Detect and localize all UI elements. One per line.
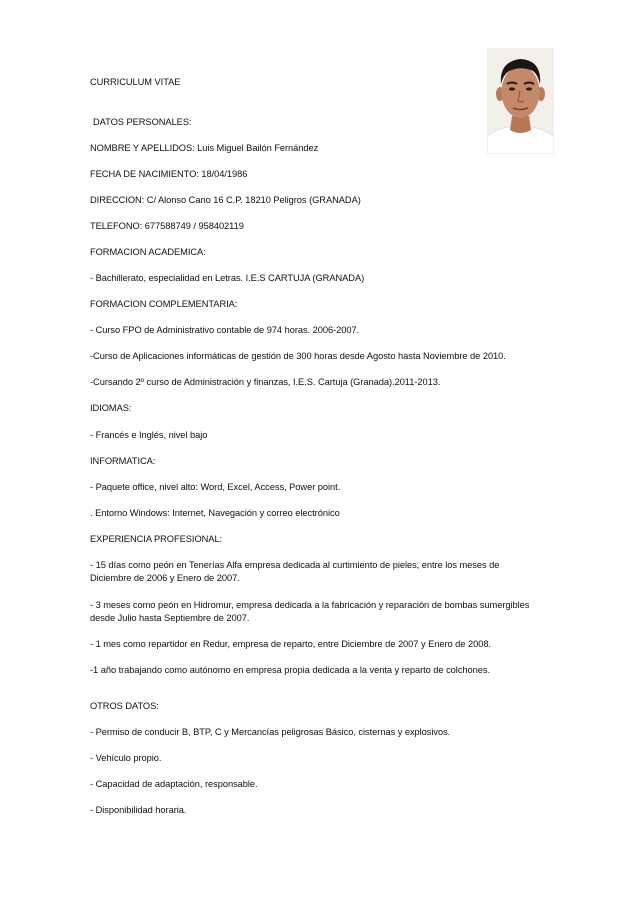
academic-heading: FORMACION ACADEMICA: <box>90 247 206 257</box>
other-item: - Permiso de conducir B, BTP, C y Mercancías peligrosas Básico, cisternas y explosivos. <box>90 727 451 737</box>
complementary-item: -Cursando 2º curso de Administración y finanzas, I.E.S. Cartuja (Granada).2011-2013. <box>90 377 441 387</box>
personal-name: NOMBRE Y APELLIDOS: Luis Miguel Bailón Fernández <box>90 143 319 153</box>
other-item: - Capacidad de adaptación, responsable. <box>90 779 258 789</box>
profile-photo <box>487 48 554 154</box>
academic-item: - Bachillerato, especialidad en Letras. I.E.S CARTUJA (GRANADA) <box>90 273 365 283</box>
personal-birth: FECHA DE NACIMIENTO: 18/04/1986 <box>90 169 248 179</box>
experience-item: -1 año trabajando como autónomo en empresa propia dedicada a la venta y reparto de colchones. <box>90 665 491 675</box>
complementary-item: -Curso de Aplicaciones informáticas de gestión de 300 horas desde Agosto hasta Noviembre de 2010. <box>90 351 506 361</box>
experience-item: - 3 meses como peón en Hidromur, empresa dedicada a la fabricación y reparación de bombas sumergibles desde Julio hasta Septiembre de 2007. <box>90 600 530 623</box>
computing-heading: INFORMATICA: <box>90 456 156 466</box>
complementary-item: - Curso FPO de Administrativo contable de 974 horas. 2006-2007. <box>90 325 360 335</box>
other-item: - Vehículo propio. <box>90 753 162 763</box>
personal-phone: TELEFONO: 677588749 / 958402119 <box>90 221 244 231</box>
languages-item: - Francés e Inglés, nivel bajo <box>90 430 208 440</box>
languages-heading: IDIOMAS: <box>90 403 132 413</box>
computing-item: . Entorno Windows: Internet, Navegación y correo electrónico <box>90 508 340 518</box>
other-item: - Disponibilidad horaria. <box>90 805 187 815</box>
experience-item: - 1 mes como repartidor en Redur, empresa de reparto, entre Diciembre de 2007 y Enero de 2008. <box>90 639 491 649</box>
complementary-heading: FORMACION COMPLEMENTARIA: <box>90 299 238 309</box>
personal-address: DIRECCION: C/ Alonso Cano 16 C.P. 18210 Peligros (GRANADA) <box>90 195 361 205</box>
document-title: CURRICULUM VITAE <box>90 77 181 87</box>
personal-heading: DATOS PERSONALES: <box>93 117 192 127</box>
other-heading: OTROS DATOS: <box>90 701 159 711</box>
experience-heading: EXPERIENCIA PROFESIONAL: <box>90 534 223 544</box>
experience-item: - 15 días como peón en Tenerías Alfa empresa dedicada al curtimiento de pieles, entre los meses de Diciembre de 2006 y Enero de 2007. <box>90 560 500 583</box>
computing-item: - Paquete office, nivel alto: Word, Excel, Access, Power point. <box>90 482 341 492</box>
